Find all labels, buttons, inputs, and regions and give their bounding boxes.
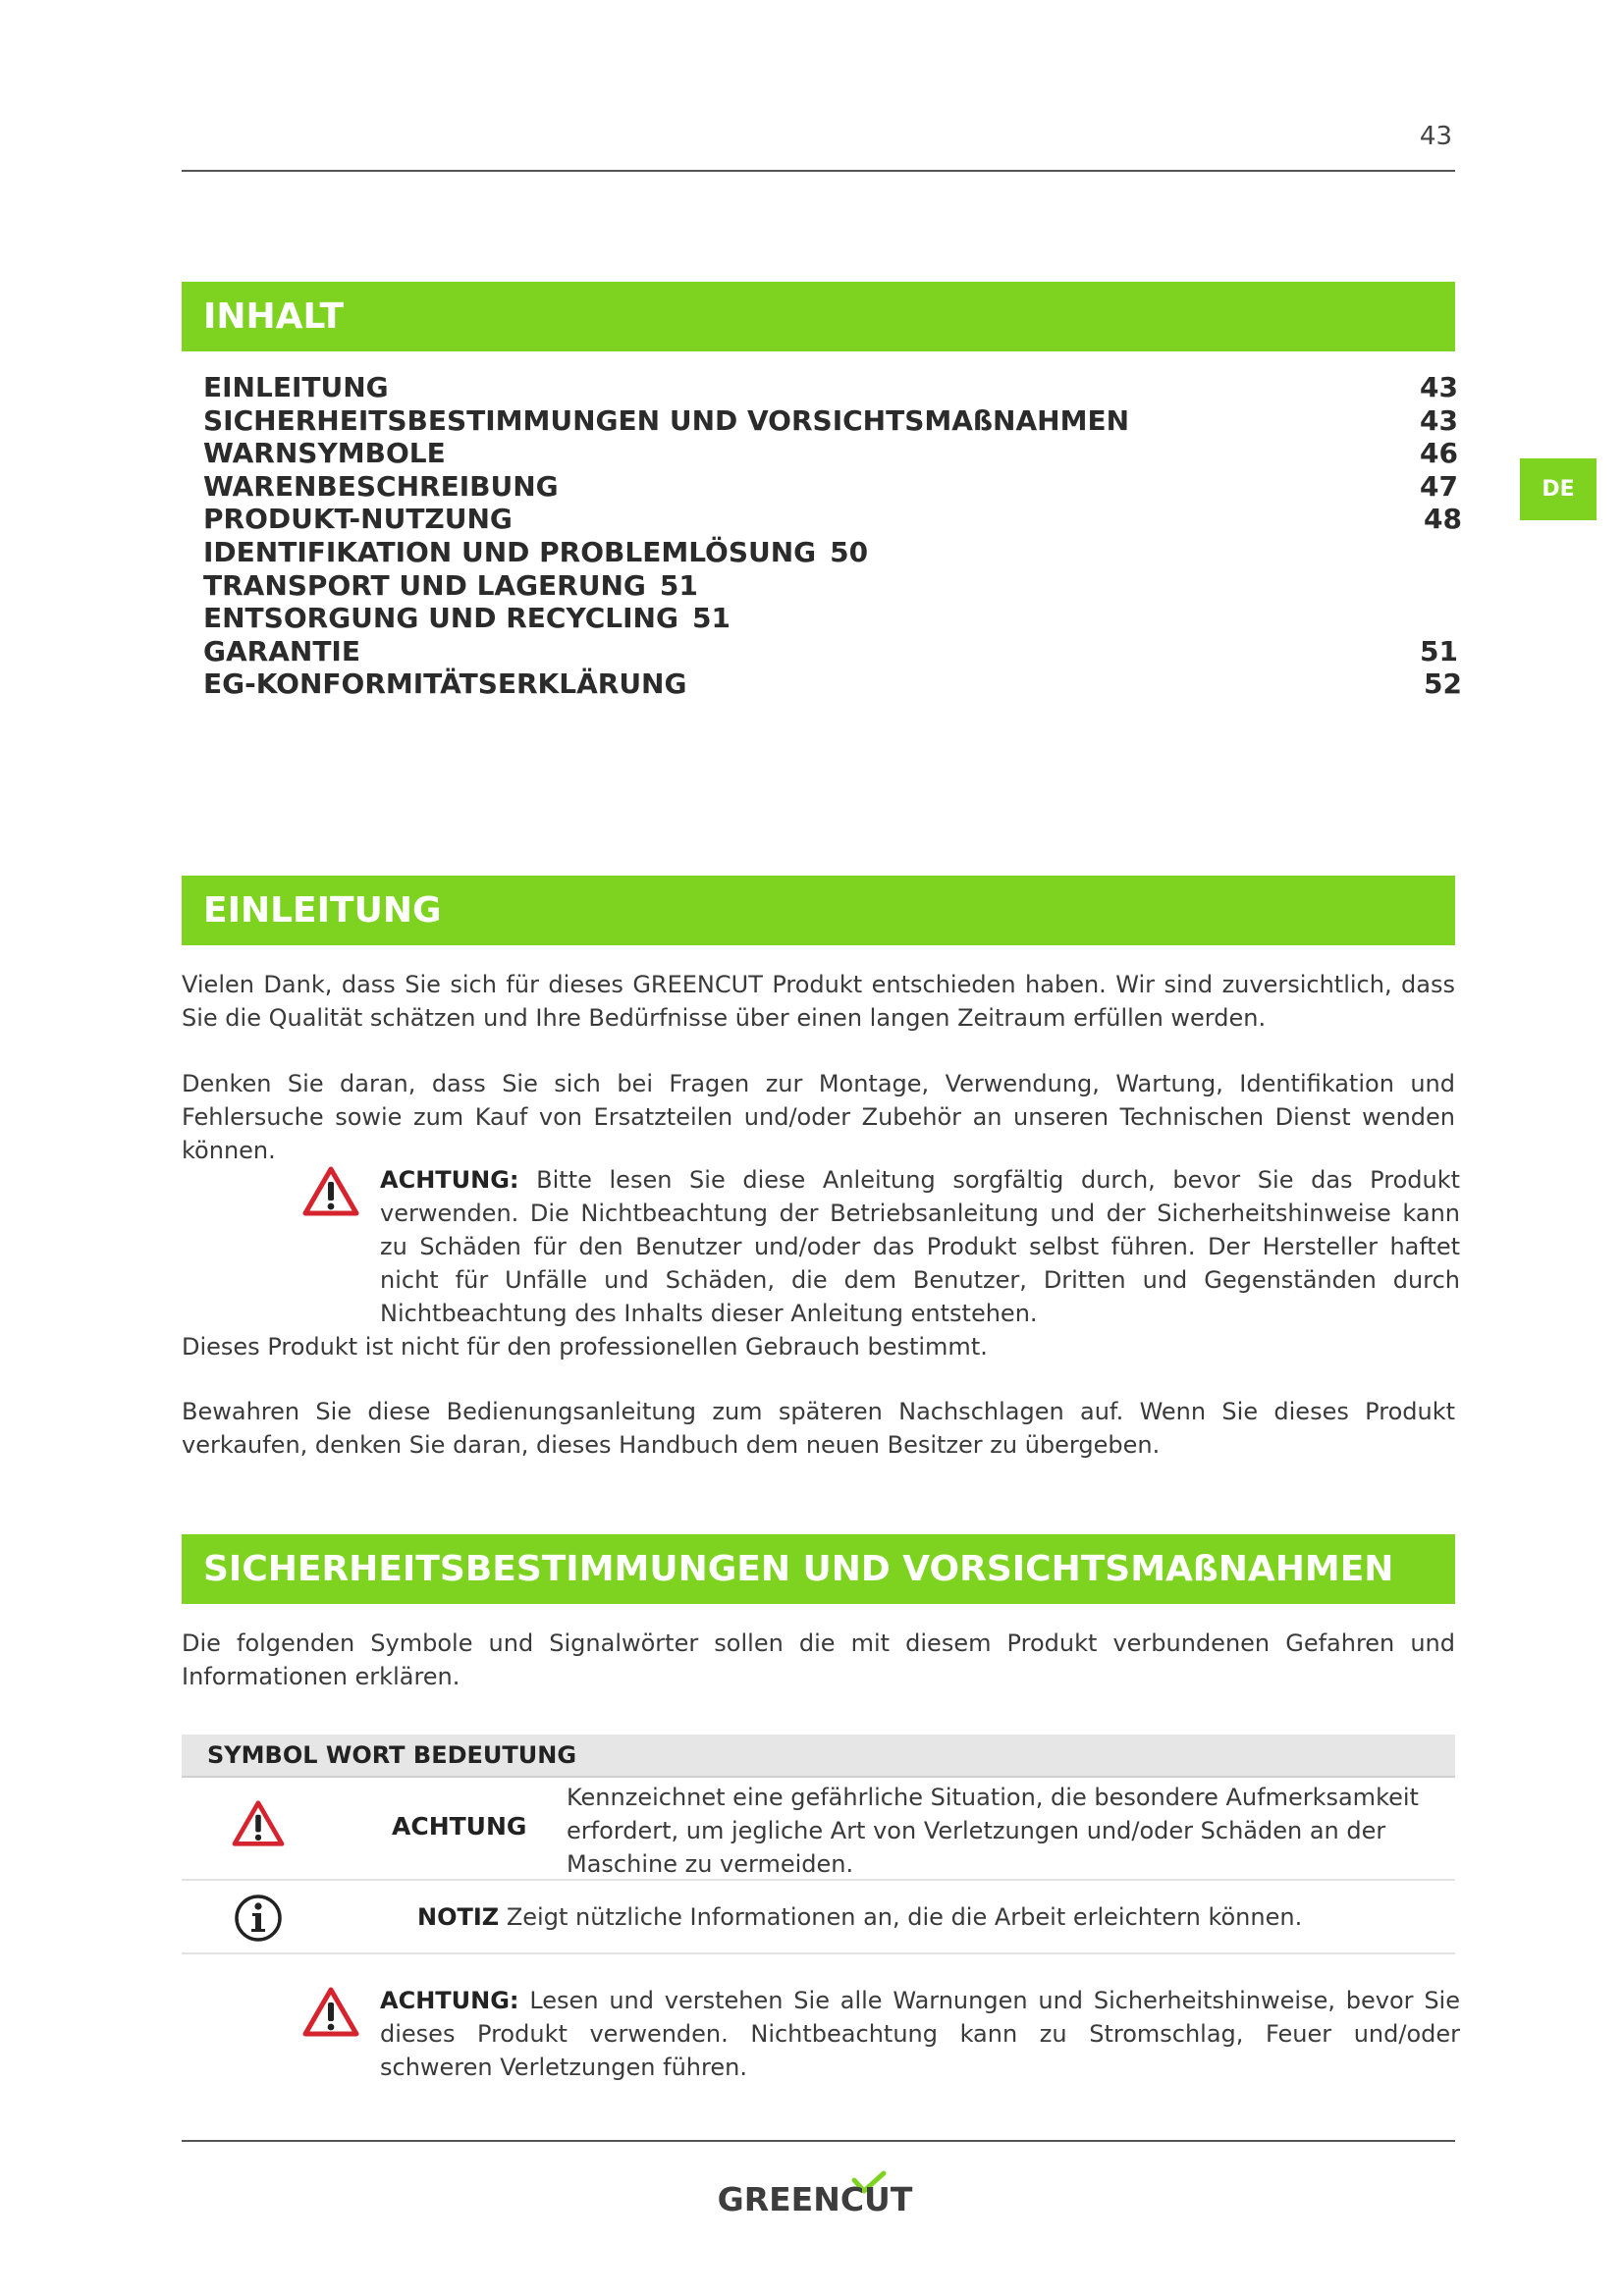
intro-paragraph: Bewahren Sie diese Bedienungsanleitung zum späteren Nachschlagen auf. Wenn Sie dieses Produkt verkaufen, denken Sie daran, dieses Handbuch dem neuen Besitzer zu übergeben. <box>182 1398 1455 1459</box>
toc-entry <box>203 635 1458 668</box>
warning-triangle-icon <box>301 1986 360 2039</box>
toc-entry-label: ENTSORGUNG UND RECYCLING <box>203 602 678 635</box>
logo-text: GREENCUT <box>717 2180 913 2218</box>
warning-triangle-icon <box>301 1165 360 1218</box>
warning-triangle-icon <box>231 1799 286 1848</box>
warning-text: Bitte lesen Sie diese Anleitung sorgfältig durch, bevor Sie das Produkt verwenden. Die Nichtbeachtung der Betriebsanleitung und der Sicherheitshinweise kann zu Schäden für den Benutzer und/oder das Produkt selbst führen. Der Hersteller haftet nicht für Unfälle und Schäden, die dem Benutzer, Dritten und Gegenständen durch Nichtbeachtung des Inhalts dieser Anleitung entstehen. <box>380 1166 1460 1327</box>
toc-entry-page: 43 <box>1420 371 1458 403</box>
safety-title-bar: SICHERHEITSBESTIMMUNGEN UND VORSICHTSMAßNAHMEN <box>182 1534 1455 1604</box>
symbol-table <box>182 1735 1455 1954</box>
warning-text: Lesen und verstehen Sie alle Warnungen und Sicherheitshinweise, bevor Sie dieses Produkt verwenden. Nichtbeachtung kann zu Stromschlag, Feuer und/oder schweren Verletzungen führen. <box>380 1987 1460 2081</box>
footer-rule <box>182 2140 1455 2142</box>
signal-description <box>417 1900 1302 1934</box>
intro-warning-note <box>301 1163 1460 1330</box>
toc-entry <box>203 667 1462 701</box>
toc-title-bar: INHALT <box>182 282 1455 351</box>
toc-entry-page: 46 <box>1420 437 1458 470</box>
signal-description: Kennzeichnet eine gefährliche Situation, die besondere Aufmerksamkeit erfordert, um jegliche Art von Verletzungen und/oder Schäden an der Maschine zu vermeiden. <box>567 1784 1419 1878</box>
info-icon <box>233 1893 284 1944</box>
toc-entry-page: 43 <box>1420 403 1458 437</box>
table-header: SYMBOL WORT BEDEUTUNG <box>182 1735 1455 1778</box>
toc-entry-page: 52 <box>1424 667 1462 701</box>
table-row <box>182 1778 1455 1881</box>
warning-label: ACHTUNG: <box>380 1166 519 1194</box>
intro-paragraph: Dieses Produkt ist nicht für den professionellen Gebrauch bestimmt. <box>182 1333 988 1361</box>
toc-entry-label: EG-KONFORMITÄTSERKLÄRUNG <box>203 667 687 701</box>
page-number: 43 <box>1419 122 1452 151</box>
toc-entry-page: 51 <box>691 602 731 635</box>
toc-entry-page: 50 <box>830 535 869 568</box>
toc-entry-label: EINLEITUNG <box>203 371 389 403</box>
safety-warning-note <box>301 1984 1460 2084</box>
toc-entry <box>203 437 1458 470</box>
toc-entry-page: 47 <box>1420 469 1458 503</box>
toc-entry <box>203 404 1458 438</box>
toc-entry <box>203 371 1458 404</box>
toc-entry <box>203 602 1458 635</box>
header-rule <box>182 170 1455 172</box>
toc-entry-label: WARENBESCHREIBUNG <box>203 469 559 503</box>
toc-entry-label: SICHERHEITSBESTIMMUNGEN UND VORSICHTSMAßNAHMEN <box>203 403 1130 437</box>
toc-entry-label: IDENTIFIKATION UND PROBLEMLÖSUNG <box>203 535 817 568</box>
intro-paragraph: Denken Sie daran, dass Sie sich bei Fragen zur Montage, Verwendung, Wartung, Identifikation und Fehlersuche sowie zum Kauf von Ersatzteilen und/oder Zubehör an unseren Technischen Dienst wenden können. <box>182 1070 1455 1164</box>
intro-title-bar: EINLEITUNG <box>182 876 1455 945</box>
toc-entry-label: WARNSYMBOLE <box>203 437 446 470</box>
toc-entry-page: 51 <box>659 568 698 602</box>
signal-word: NOTIZ <box>417 1903 500 1931</box>
intro-paragraph: Vielen Dank, dass Sie sich für dieses GREENCUT Produkt entschieden haben. Wir sind zuversichtlich, dass Sie die Qualität schätzen und Ihre Bedürfnisse über einen langen Zeitraum erfüllen werden. <box>182 971 1455 1032</box>
toc-entry <box>203 536 1458 569</box>
warning-label: ACHTUNG: <box>380 1987 519 2014</box>
table-row <box>182 1881 1455 1954</box>
toc-entry-label: PRODUKT-NUTZUNG <box>203 503 513 536</box>
language-tab: DE <box>1520 458 1597 520</box>
toc-entry-page: 51 <box>1420 634 1458 667</box>
toc-entry-label: GARANTIE <box>203 634 360 667</box>
toc-entry-page: 48 <box>1424 503 1462 536</box>
safety-paragraph: Die folgenden Symbole und Signalwörter sollen die mit diesem Produkt verbundenen Gefahren und Informationen erklären. <box>182 1629 1455 1690</box>
greencut-logo <box>709 2169 921 2218</box>
toc-list <box>203 371 1462 701</box>
toc-entry <box>203 503 1462 536</box>
toc-entry <box>203 569 1458 603</box>
signal-word: ACHTUNG <box>392 1812 527 1841</box>
signal-description-text: Zeigt nützliche Informationen an, die die Arbeit erleichtern können. <box>506 1903 1303 1931</box>
toc-entry-label: TRANSPORT UND LAGERUNG <box>203 568 646 602</box>
toc-entry <box>203 470 1458 504</box>
